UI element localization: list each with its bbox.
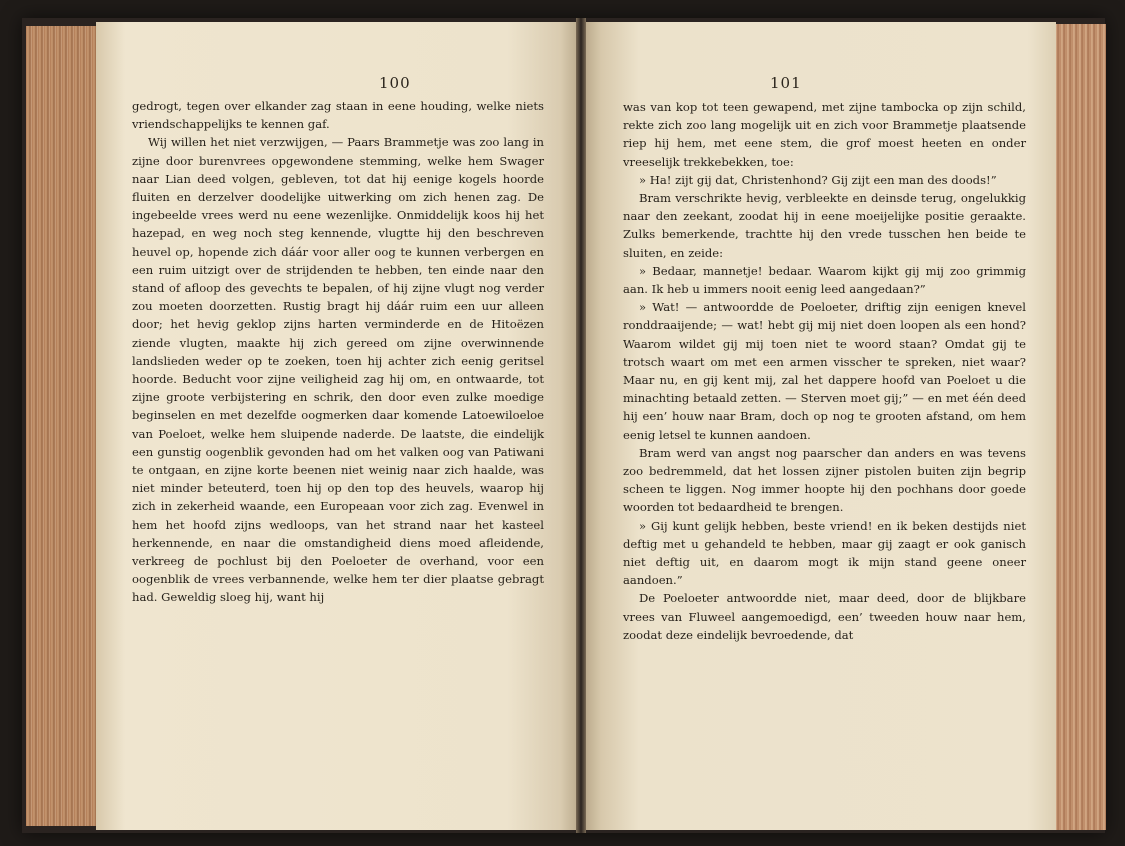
paragraph: De Poeloeter antwoordde niet, maar deed, door de blijkbare vrees van Fluweel aangemoedigd, een’ tweeden houw naar hem, zoodat deze eindelijk bevroedende, dat <box>623 591 1026 642</box>
paragraph: » Bedaar, mannetje! bedaar. Waarom kijkt gij mij zoo grimmig aan. Ik heb u immers nooit eenig leed aangedaan?” <box>623 263 1026 297</box>
paragraph: Bram verschrikte hevig, verbleekte en deinsde terug, ongelukkig naar den zeekant, zoodat hij in eene moeijelijke positie geraakte. Zulks bemerkende, trachtte hij den vrede tusschen hen beide te sluiten, en zeide: <box>623 191 1026 260</box>
left-page-number: 100 <box>379 74 411 92</box>
paragraph: » Ha! zijt gij dat, Christenhond? Gij zijt een man des doods!” <box>639 172 997 187</box>
left-page-text <box>132 97 544 607</box>
paragraph: » Wat! — antwoordde de Poeloeter, driftig zijn eenigen knevel ronddraaijende; — wat! hebt gij mij niet doen loopen als een hond? Waarom wildet gij mij toen niet te woord staan? Omdat gij te trotsch waart om met een armen visscher te spreken, niet waar? Maar nu, en gij kent mij, zal het dappere hoofd van Poeloet u die minachting betaald zetten. — Sterven moet gij;” — en met één deed hij een’ houw naar Bram, doch op nog te grooten afstand, om hem eenig letsel te kunnen aandoen. <box>623 300 1026 442</box>
page-edges-left <box>26 26 100 826</box>
book-gutter <box>576 18 586 833</box>
paragraph: » Gij kunt gelijk hebben, beste vriend! en ik beken destijds niet deftig met u gehandeld te hebben, maar gij zaagt er ook ganisch niet deftig uit, en daarom mogt ik mijn stand geene oneer aandoen.” <box>623 518 1026 588</box>
paragraph: was van kop tot teen gewapend, met zijne tambocka op zijn schild, rekte zich zoo lang mogelijk uit en zich voor Brammetje plaatsende riep hij hem, met eene stem, die grof moest heeten en onder vreeselijk trekkebekken, toe: <box>623 100 1026 169</box>
paragraph: Wij willen het niet verzwijgen, — Paars Brammetje was zoo lang in zijne door burenvrees opgewondene stemming, welke hem Swager naar Lian deed volgen, gebleven, tot dat hij eenige kogels hoorde fluiten en derzelver doodelijke uitwerking om zich henen zag. De ingebeelde vrees werd nu eene wezenlijke. Onmiddelijk koos hij het hazepad, en weg noch steg kennende, vlugtte hij den beschreven heuvel op, hopende zich dáár voor aller oog te kunnen verbergen en een ruim uitzigt over de strijdenden te hebben, ten einde naar den stand of afloop des gevechts te bepalen, of hij zijne vlugt nog verder zou moeten doorzetten. Rustig bragt hij dáár ruim een uur alleen door; het hevig geklop zijns harten verminderde en de Hitoëzen ziende vlugten, maakte hij zich gereed om zijne overwinnende landslieden weder op te zoeken, toen hij achter zich eenig geritsel hoorde. Beducht voor zijne veiligheid zag hij om, en ontwaarde, tot zijne groote verbijstering en schrik, den door even zulke moedige beginselen en met dezelfde oogmerken daar komende Latoewiloeloe van Poeloet, welke hem sluipende naderde. De laatste, die eindelijk een gunstig oogenblik gevonden had om het valken oog van Patiwani te ontgaan, en zijne korte beenen niet weinig naar zich haalde, was niet minder beteuterd, toen hij op den top des heuvels, waarop hij zich in zekerheid waande, een Europeaan voor zich zag. Evenwel in hem het hoofd zijns wedloops, van het strand naar het kasteel herkennende, en naar die omstandigheid diens moed afleidende, verkreeg de pochlust bij den Poeloeter de overhand, voor een oogenblik de vrees verbannende, welke hem ter dier plaatse gebragt had. Geweldig sloeg hij, want hij <box>132 135 544 605</box>
paragraph: gedrogt, tegen over elkander zag staan in eene houding, welke niets vriendschappelijks te kennen gaf. <box>132 99 544 132</box>
page-edges-right <box>1052 24 1106 830</box>
paragraph: Bram werd van angst nog paarscher dan anders en was tevens zoo bedremmeld, dat het lossen zijner pistolen buiten zijn begrip scheen te liggen. Nog immer hoopte hij den pochhans door goede woorden tot bedaardheid te brengen. <box>623 445 1026 515</box>
right-page-number: 101 <box>770 74 802 92</box>
right-page-text <box>623 98 1026 644</box>
